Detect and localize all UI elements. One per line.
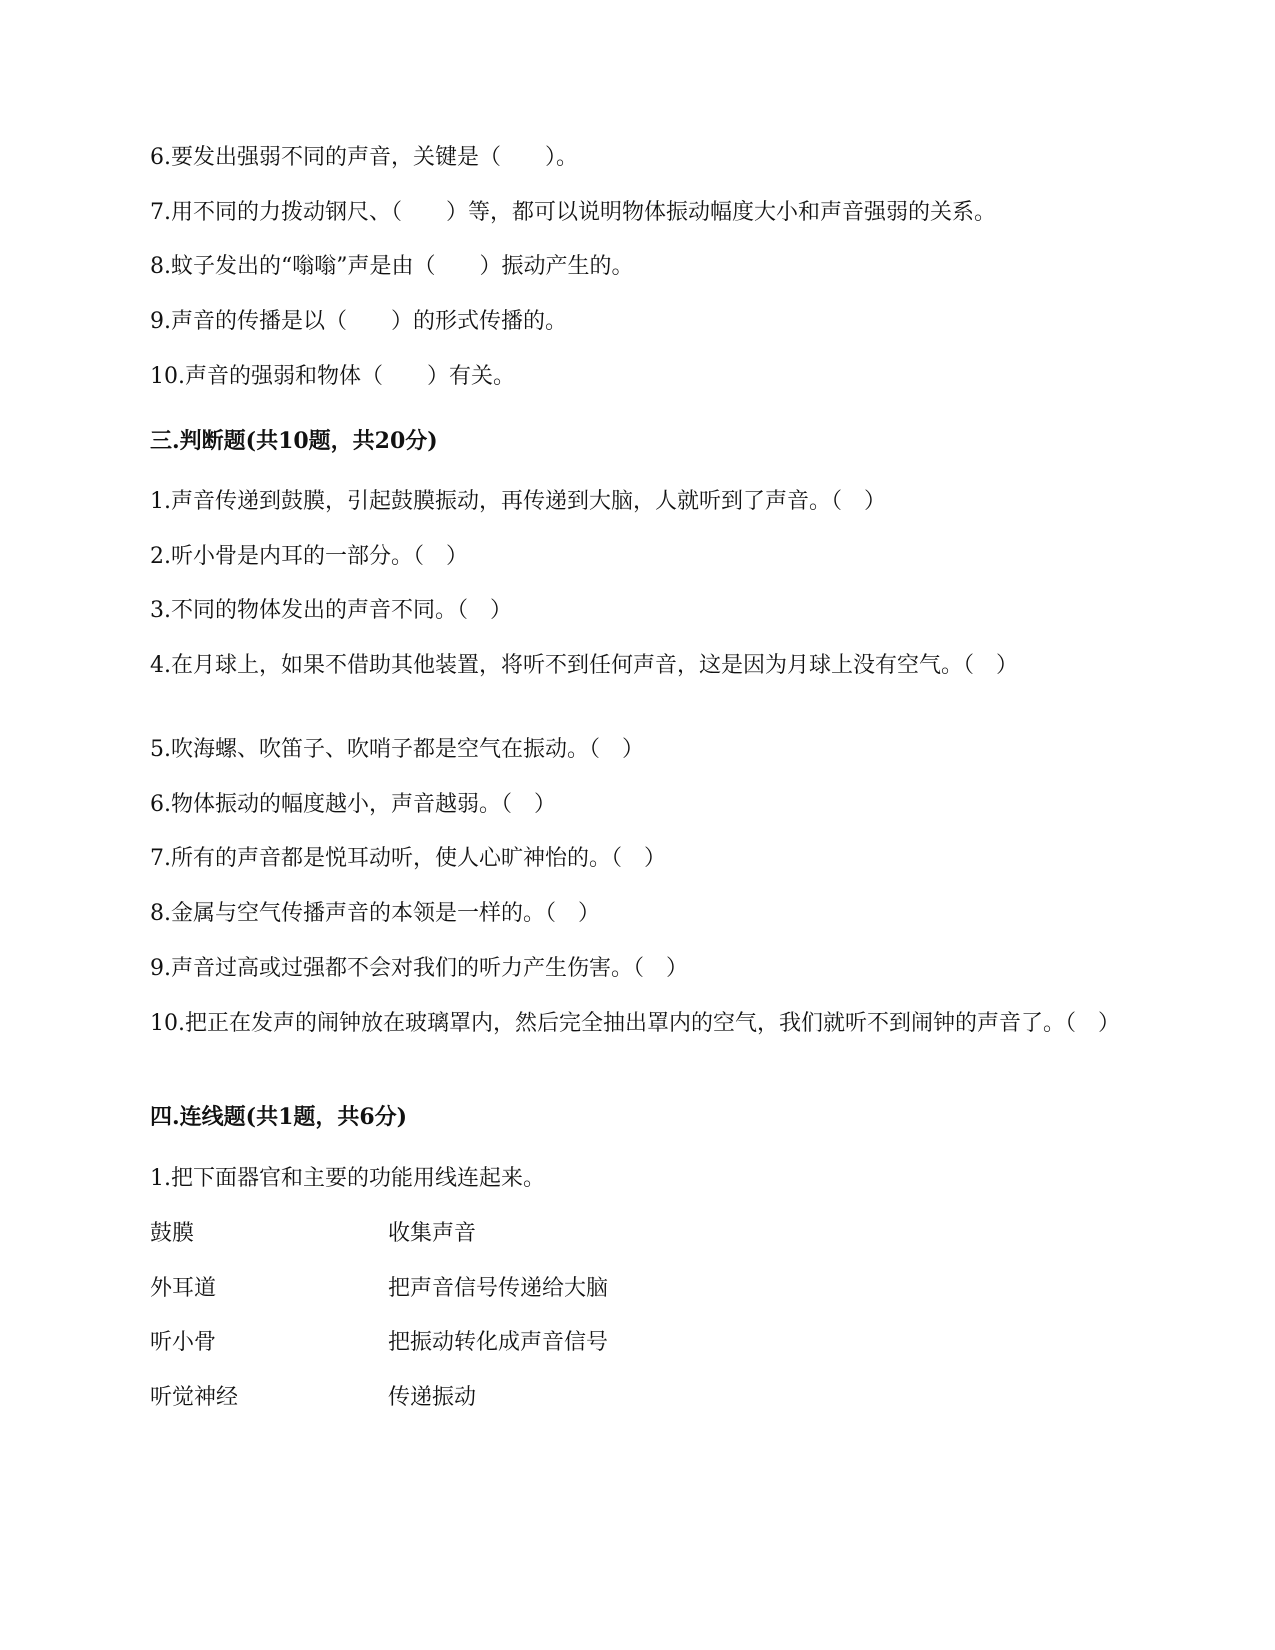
true-false-question-8: 8.金属与空气传播声音的本领是一样的。（ ） (150, 901, 600, 926)
fill-blank-question-10: 10.声音的强弱和物体（ ）有关。 (150, 364, 515, 389)
matching-left-item: 听小骨 (150, 1330, 217, 1355)
fill-blank-question-6: 6.要发出强弱不同的声音，关键是（ ）。 (150, 145, 578, 170)
fill-blank-question-9: 9.声音的传播是以（ ）的形式传播的。 (150, 309, 567, 334)
matching-left-item: 鼓膜 (150, 1221, 195, 1246)
true-false-question-6: 6.物体振动的幅度越小，声音越弱。（ ） (150, 792, 556, 817)
matching-right-item: 把声音信号传递给大脑 (388, 1276, 609, 1301)
matching-left-item: 听觉神经 (150, 1385, 239, 1410)
matching-left-item: 外耳道 (150, 1276, 217, 1301)
matching-question-1: 1.把下面器官和主要的功能用线连起来。 (150, 1166, 545, 1191)
matching-right-item: 收集声音 (388, 1221, 477, 1246)
true-false-question-5: 5.吹海螺、吹笛子、吹哨子都是空气在振动。（ ） (150, 737, 644, 762)
true-false-question-1: 1.声音传递到鼓膜，引起鼓膜振动，再传递到大脑，人就听到了声音。（ ） (150, 489, 886, 514)
section-heading-matching: 四.连线题(共1题，共6分) (150, 1104, 408, 1130)
true-false-question-10: 10.把正在发声的闹钟放在玻璃罩内，然后完全抽出罩内的空气，我们就听不到闹钟的声音了。（ ） (150, 1011, 1120, 1036)
matching-right-item: 传递振动 (388, 1385, 477, 1410)
fill-blank-question-7: 7.用不同的力拨动钢尺、（ ）等，都可以说明物体振动幅度大小和声音强弱的关系。 (150, 200, 996, 225)
matching-right-item: 把振动转化成声音信号 (388, 1330, 609, 1355)
true-false-question-3: 3.不同的物体发出的声音不同。（ ） (150, 598, 512, 623)
true-false-question-7: 7.所有的声音都是悦耳动听，使人心旷神怡的。（ ） (150, 846, 666, 871)
true-false-question-4: 4.在月球上，如果不借助其他装置，将听不到任何声音，这是因为月球上没有空气。（ ） (150, 653, 1018, 678)
true-false-question-9: 9.声音过高或过强都不会对我们的听力产生伤害。（ ） (150, 956, 688, 981)
fill-blank-question-8: 8.蚊子发出的“嗡嗡”声是由（ ）振动产生的。 (150, 254, 634, 279)
section-heading-true-false: 三.判断题(共10题，共20分) (150, 428, 438, 454)
true-false-question-2: 2.听小骨是内耳的一部分。（ ） (150, 544, 468, 569)
